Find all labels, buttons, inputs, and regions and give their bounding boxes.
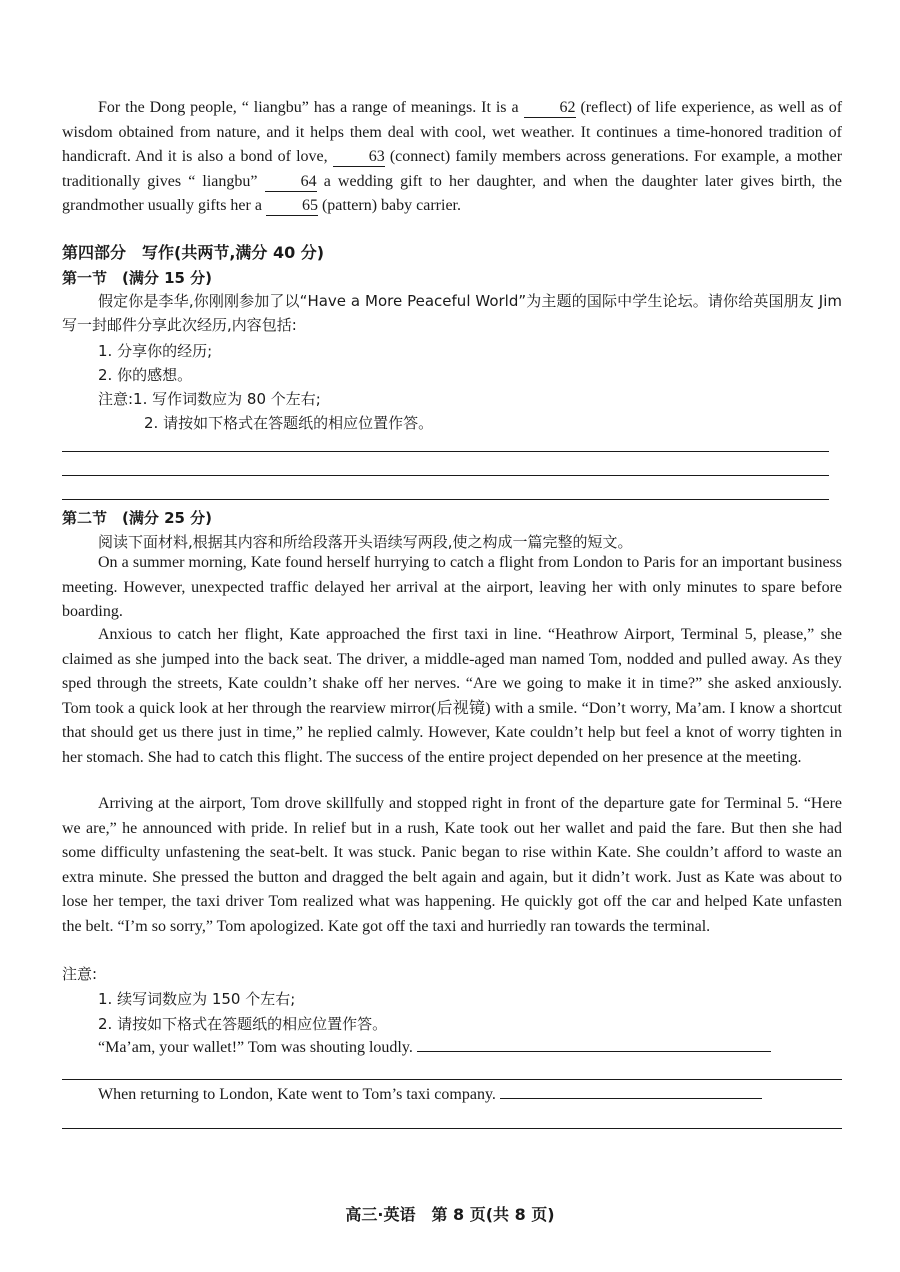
blank-62[interactable]: 62	[524, 99, 576, 118]
note-label: 注意:	[62, 965, 98, 983]
opening-sentence-2: When returning to London, Kate went to Tom’s taxi company.	[98, 1086, 496, 1103]
writing-line[interactable]	[417, 1051, 771, 1052]
continuation-start-2	[98, 1083, 842, 1108]
answer-line[interactable]	[62, 499, 829, 500]
opening-sentence-1: “Ma’am, your wallet!” Tom was shouting loudly.	[98, 1039, 413, 1056]
section1-heading: 第一节 (满分 15 分)	[62, 269, 213, 287]
answer-line[interactable]	[62, 451, 829, 452]
section1-item-2: 2. 你的感想。	[98, 366, 193, 384]
section1-note-2: 2. 请按如下格式在答题纸的相应位置作答。	[144, 414, 434, 432]
section2-instruction: 阅读下面材料,根据其内容和所给段落开头语续写两段,使之构成一篇完整的短文。	[98, 533, 633, 551]
story-paragraph-3: Arriving at the airport, Tom drove skillfully and stopped right in front of the departure gate for Terminal 5. “Here we are,” he announced with pride. In relief but in a rush, Kate took out her wallet and paid the fare. But then she had some difficulty unfastening the seat-belt. It was stuck. Panic began to rise within Kate. She couldn’t afford to waste an extra minute. She pressed the button and dragged the belt again and again, but it didn’t work. Just as Kate was about to lose her temper, the taxi driver Tom realized what was happening. He quickly got off the car and helped Kate unfasten the belt. “I’m so sorry,” Tom apologized. Kate got off the taxi and hurriedly ran towards the terminal.	[62, 795, 842, 935]
section1-item-1: 1. 分享你的经历;	[98, 342, 213, 360]
passage-text: For the Dong people, “ liangbu” has a range of meanings. It is a	[98, 99, 519, 116]
blank-64[interactable]: 64	[265, 173, 317, 192]
page-footer: 高三·英语 第 8 页(共 8 页)	[345, 1205, 555, 1224]
section1-prompt: 假定你是李华,你刚刚参加了以“Have a More Peaceful World”为主题的国际中学生论坛。请你给英国朋友 Jim 写一封邮件分享此次经历,内容包括:	[62, 292, 842, 334]
story-paragraph-1: On a summer morning, Kate found herself hurrying to catch a flight from London to Paris for an important business meeting. However, unexpected traffic delayed her arrival at the airport, leaving her with only minutes to spare before boarding.	[62, 554, 842, 620]
answer-line[interactable]	[62, 1128, 842, 1129]
story-paragraph-2: Anxious to catch her flight, Kate approached the first taxi in line. “Heathrow Airport, Terminal 5, please,” she claimed as she jumped into the back seat. The driver, a middle-aged man named Tom, nodded and pulled away. As they sped through the streets, Kate couldn’t shake off her nerves. “Are we going to make it in time?” she asked anxiously. Tom took a quick look at her through the rearview mirror(后视镜) with a smile. “Don’t worry, Ma’am. I know a shortcut that should get us there just in time,” he replied calmly. However, Kate couldn’t help but feel a knot of worry tighten in her stomach. She had to catch this flight. The success of the entire project depended on her presence at the meeting.	[62, 626, 842, 766]
answer-line[interactable]	[62, 475, 829, 476]
answer-line[interactable]	[62, 1079, 842, 1080]
part4-heading: 第四部分 写作(共两节,满分 40 分)	[62, 243, 325, 262]
section2-heading: 第二节 (满分 25 分)	[62, 509, 213, 527]
grammar-fill-paragraph	[62, 96, 842, 219]
section2-item-1: 1. 续写词数应为 150 个左右;	[98, 990, 296, 1008]
writing-line[interactable]	[500, 1098, 762, 1099]
section2-item-2: 2. 请按如下格式在答题纸的相应位置作答。	[98, 1015, 388, 1033]
passage-text: (pattern) baby carrier.	[321, 197, 461, 214]
blank-63[interactable]: 63	[333, 148, 385, 167]
section1-note-1: 注意:1. 写作词数应为 80 个左右;	[98, 390, 321, 408]
passage-text: (connect) family members across generations. For example, a mother traditionally gives “ liangbu”	[62, 148, 843, 190]
blank-65[interactable]: 65	[266, 197, 318, 216]
continuation-start-1	[98, 1036, 842, 1061]
passage-text: (reflect) of life experience, as well as of wisdom obtained from nature, and it helps them deal with cool, wet weather. It continues a time-honored tradition of handicraft. And it is also a bond of love,	[62, 99, 843, 165]
passage-text: a wedding gift to her daughter, and when the daughter later gives birth, the grandmother usually gifts her a	[62, 172, 843, 214]
